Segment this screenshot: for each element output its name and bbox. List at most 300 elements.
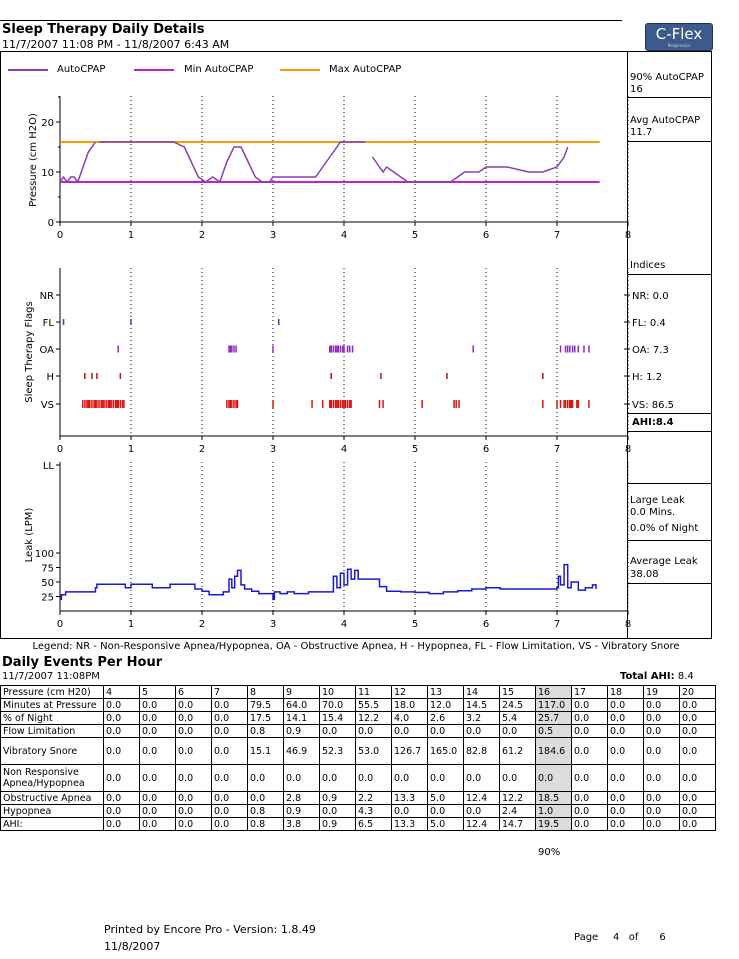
events-cell: 0.0 [104, 699, 140, 712]
pressure-header-cell: 16 [536, 686, 572, 699]
events-cell: 0.0 [212, 805, 248, 818]
flag-event-vs [86, 400, 88, 408]
flag-event-oa [333, 346, 335, 353]
events-cell: 0.0 [140, 805, 176, 818]
events-row-label: Vibratory Snore [1, 738, 104, 765]
events-cell: 3.2 [464, 712, 500, 725]
events-cell: 0.0 [644, 765, 680, 792]
flag-event-vs [336, 400, 338, 408]
total-ahi [620, 671, 694, 682]
flags-index-label: H: 1.2 [632, 372, 662, 383]
events-cell: 12.2 [356, 712, 392, 725]
flag-event-vs [560, 400, 562, 408]
events-cell: 0.9 [284, 805, 320, 818]
flag-event-oa [472, 346, 474, 353]
events-row [1, 712, 716, 725]
events-cell: 0.8 [248, 805, 284, 818]
events-date: 11/7/2007 11:08PM [2, 671, 100, 682]
flag-event-vs [569, 400, 571, 408]
events-row [1, 792, 716, 805]
indices-title: Indices [630, 260, 666, 271]
flag-event-vs [455, 400, 457, 408]
events-row-label: AHI: [1, 818, 104, 831]
events-cell: 0.0 [464, 725, 500, 738]
pressure-header-cell: 8 [248, 686, 284, 699]
flag-event-vs [342, 400, 344, 408]
events-cell: 0.0 [176, 818, 212, 831]
events-row [1, 725, 716, 738]
leak-x-tick-label: 1 [127, 619, 135, 630]
events-cell: 0.0 [320, 725, 356, 738]
events-cell: 0.0 [572, 699, 608, 712]
events-cell: 0.0 [104, 818, 140, 831]
flag-event-vs [572, 400, 574, 408]
flags-x-tick-label: 7 [553, 444, 561, 455]
events-cell: 12.0 [428, 699, 464, 712]
events-cell: 0.8 [248, 725, 284, 738]
events-cell: 0.9 [284, 725, 320, 738]
pressure-header-cell: 6 [176, 686, 212, 699]
flag-event-oa [583, 346, 585, 353]
events-cell: 0.0 [680, 765, 716, 792]
events-cell: 0.0 [392, 725, 428, 738]
leak-x-tick-label: 7 [553, 619, 561, 630]
flag-event-oa [588, 346, 590, 353]
flag-event-vs [113, 400, 115, 408]
flag-event-vs [95, 400, 97, 408]
events-cell: 0.0 [104, 765, 140, 792]
flag-event-h [330, 373, 332, 379]
flag-event-vs [237, 400, 239, 408]
flag-event-vs [82, 400, 84, 408]
events-cell: 0.0 [140, 738, 176, 765]
pressure-x-tick-label: 4 [340, 230, 348, 241]
events-row-label: % of Night [1, 712, 104, 725]
events-cell: 82.8 [464, 738, 500, 765]
flag-event-vs [84, 400, 86, 408]
logo-subtext: Respironics [667, 43, 691, 48]
events-cell: 61.2 [500, 738, 536, 765]
side-divider-1 [627, 97, 712, 98]
events-cell: 55.5 [356, 699, 392, 712]
autocpap-series-line [60, 142, 568, 182]
flag-event-vs [117, 400, 119, 408]
flag-event-vs [109, 400, 111, 408]
flag-event-fl [63, 319, 65, 325]
events-cell: 0.0 [284, 765, 320, 792]
flag-event-vs [330, 400, 332, 408]
p90-autocpap [630, 72, 704, 96]
flag-event-vs [311, 400, 313, 408]
events-cell: 2.8 [284, 792, 320, 805]
flag-event-oa [565, 346, 567, 353]
pressure-header-cell: 12 [392, 686, 428, 699]
flags-x-tick-label: 4 [340, 444, 348, 455]
flag-event-vs [115, 400, 117, 408]
flag-event-oa [572, 346, 574, 353]
events-cell: 0.0 [248, 792, 284, 805]
events-cell: 0.0 [104, 712, 140, 725]
events-cell: 0.8 [248, 818, 284, 831]
events-cell: 25.7 [536, 712, 572, 725]
events-cell: 0.0 [176, 738, 212, 765]
legend-label-max-autocpap: Max AutoCPAP [329, 64, 402, 75]
flag-event-vs [421, 400, 423, 408]
flag-event-vs [272, 400, 274, 408]
page-total: 6 [659, 932, 666, 943]
pressure-y-tick-label: 0 [47, 218, 54, 229]
flag-event-vs [228, 400, 230, 408]
average-leak-title: Average Leak [630, 556, 698, 567]
flag-event-oa [567, 346, 569, 353]
pressure-header-cell: 18 [608, 686, 644, 699]
events-cell: 6.5 [356, 818, 392, 831]
events-cell: 0.0 [572, 765, 608, 792]
flag-event-vs [349, 400, 351, 408]
events-cell: 0.0 [428, 805, 464, 818]
flag-event-oa [233, 346, 235, 353]
flag-event-vs [105, 400, 107, 408]
avg-autocpap-title: Avg AutoCPAP [630, 115, 701, 126]
events-cell: 0.0 [320, 765, 356, 792]
events-cell: 0.0 [104, 725, 140, 738]
average-leak-value: 38.08 [630, 569, 659, 580]
flag-event-vs [570, 400, 572, 408]
events-cell: 0.0 [680, 712, 716, 725]
flags-legend-footnote: Legend: NR - Non-Responsive Apnea/Hypopnea, OA - Obstructive Apnea, H - Hypopnea, FL - Flow Limitation, VS - Vibratory Snore [32, 641, 680, 652]
pressure-header-cell: 11 [356, 686, 392, 699]
flag-event-vs [120, 400, 122, 408]
events-cell: 13.3 [392, 792, 428, 805]
flag-event-vs [116, 400, 118, 408]
events-cell: 0.0 [320, 805, 356, 818]
flags-x-tick-label: 3 [269, 444, 277, 455]
large-leak-mins: 0.0 Mins. [630, 507, 676, 518]
pressure-header-cell: 17 [572, 686, 608, 699]
events-cell: 0.0 [536, 765, 572, 792]
flags-x-tick-label: 8 [624, 444, 632, 455]
pressure-header-cell: 14 [464, 686, 500, 699]
events-cell: 0.0 [140, 818, 176, 831]
events-cell: 0.0 [140, 699, 176, 712]
events-cell: 184.6 [536, 738, 572, 765]
printed-date: 11/8/2007 [104, 940, 161, 953]
events-cell: 4.3 [356, 805, 392, 818]
flag-event-h [542, 373, 544, 379]
flag-event-oa [347, 346, 349, 353]
page-number: 4 [613, 932, 620, 943]
legend-label-autocpap: AutoCPAP [57, 64, 106, 75]
flag-event-vs [98, 400, 100, 408]
printed-by-block [104, 921, 316, 955]
events-cell: 0.0 [644, 712, 680, 725]
flag-event-vs [231, 400, 233, 408]
events-cell: 0.0 [140, 725, 176, 738]
flag-event-vs [542, 400, 544, 408]
events-row [1, 699, 716, 712]
side-divider-2 [627, 141, 712, 142]
flags-x-tick-label: 2 [198, 444, 206, 455]
flag-event-vs [343, 400, 345, 408]
flag-event-oa [335, 346, 337, 353]
flag-event-oa [231, 346, 233, 353]
pressure-y-tick-label: 10 [41, 168, 54, 179]
flags-y-tick-label: OA [39, 345, 54, 356]
events-cell: 0.0 [176, 712, 212, 725]
flags-index-label: VS: 86.5 [632, 400, 675, 411]
events-cell: 126.7 [392, 738, 428, 765]
flag-event-vs [93, 400, 95, 408]
flag-event-vs [329, 400, 331, 408]
events-cell: 0.0 [428, 765, 464, 792]
events-cell: 0.0 [572, 712, 608, 725]
events-row-label: Obstructive Apnea [1, 792, 104, 805]
events-header-label: Pressure (cm H20) [1, 686, 104, 699]
percentile-marker: 90% [538, 847, 561, 858]
events-cell: 17.5 [248, 712, 284, 725]
leak-y-top-label: LL [42, 461, 54, 472]
pressure-x-tick-label: 3 [269, 230, 277, 241]
flag-event-vs [100, 400, 102, 408]
pressure-header-cell: 15 [500, 686, 536, 699]
events-cell: 0.0 [680, 725, 716, 738]
flag-event-vs [335, 400, 337, 408]
events-row-label: Non Responsive Apnea/Hypopnea [1, 765, 104, 792]
events-cell: 0.0 [212, 725, 248, 738]
flag-event-vs [458, 400, 460, 408]
flag-event-vs [102, 400, 104, 408]
pressure-header-cell: 4 [104, 686, 140, 699]
events-cell: 0.0 [392, 765, 428, 792]
flag-event-vs [103, 400, 105, 408]
flag-event-h [446, 373, 448, 379]
events-cell: 12.2 [500, 792, 536, 805]
events-cell: 0.0 [572, 805, 608, 818]
pressure-header-cell: 20 [680, 686, 716, 699]
events-cell: 0.0 [644, 805, 680, 818]
events-cell: 5.0 [428, 792, 464, 805]
flag-event-vs [350, 400, 352, 408]
events-cell: 0.0 [644, 725, 680, 738]
events-cell: 0.0 [176, 792, 212, 805]
pressure-header-cell: 5 [140, 686, 176, 699]
events-row [1, 738, 716, 765]
events-cell: 18.5 [536, 792, 572, 805]
large-leak-pct: 0.0% of Night [630, 523, 699, 534]
events-cell: 18.0 [392, 699, 428, 712]
events-row-label: Flow Limitation [1, 725, 104, 738]
events-cell: 24.5 [500, 699, 536, 712]
printed-by: Printed by Encore Pro - Version: 1.8.49 [104, 923, 316, 936]
header-rule [0, 20, 622, 21]
events-cell: 52.3 [320, 738, 356, 765]
flags-x-tick-label: 1 [127, 444, 135, 455]
flag-event-vs [333, 400, 335, 408]
events-cell: 0.0 [644, 792, 680, 805]
flag-event-vs [233, 400, 235, 408]
events-cell: 0.0 [464, 765, 500, 792]
events-cell: 0.0 [500, 725, 536, 738]
flag-event-oa [272, 346, 274, 353]
pressure-header-cell: 7 [212, 686, 248, 699]
events-cell: 0.0 [212, 765, 248, 792]
flag-event-oa [330, 346, 332, 353]
flag-event-oa [338, 346, 340, 353]
events-cell: 0.0 [176, 725, 212, 738]
events-cell: 0.0 [104, 792, 140, 805]
leak-y-tick-label: 75 [41, 563, 54, 575]
flag-event-oa [569, 346, 571, 353]
events-cell: 0.0 [572, 725, 608, 738]
leak-series-line [60, 565, 596, 600]
events-cell: 53.0 [356, 738, 392, 765]
report-date-range: 11/7/2007 11:08 PM - 11/8/2007 6:43 AM [2, 38, 230, 51]
flag-event-oa [349, 346, 351, 353]
flag-event-oa [230, 346, 232, 353]
events-cell: 14.5 [464, 699, 500, 712]
logo-text: C-Flex [655, 25, 703, 43]
flag-event-vs [123, 400, 125, 408]
leak-y-tick-label: 25 [41, 592, 54, 604]
events-cell: 0.0 [176, 805, 212, 818]
events-cell: 0.0 [680, 699, 716, 712]
leak-y-tick-label: 50 [41, 578, 54, 589]
events-cell: 0.0 [104, 805, 140, 818]
events-cell: 0.0 [212, 792, 248, 805]
events-cell: 0.0 [608, 699, 644, 712]
events-cell: 0.0 [680, 792, 716, 805]
flag-event-h [380, 373, 382, 379]
events-row-label: Hypopnea [1, 805, 104, 818]
flag-event-vs [122, 400, 124, 408]
events-cell: 0.0 [104, 738, 140, 765]
legend-label-min-autocpap: Min AutoCPAP [184, 64, 254, 75]
side-divider-3 [627, 274, 712, 275]
events-cell: 2.2 [356, 792, 392, 805]
events-cell: 79.5 [248, 699, 284, 712]
events-row [1, 765, 716, 792]
ahi-summary: AHI:8.4 [632, 417, 674, 428]
flag-event-oa [340, 346, 342, 353]
report-title: Sleep Therapy Daily Details [2, 22, 205, 37]
flag-event-vs [89, 400, 91, 408]
events-cell: 0.0 [680, 738, 716, 765]
events-cell: 0.0 [464, 805, 500, 818]
flag-event-vs [226, 400, 228, 408]
events-cell: 12.4 [464, 792, 500, 805]
events-cell: 0.5 [536, 725, 572, 738]
events-cell: 0.0 [392, 805, 428, 818]
large-leak-title: Large Leak [630, 495, 685, 506]
events-cell: 0.0 [248, 765, 284, 792]
leak-x-tick-label: 0 [56, 619, 64, 630]
events-cell: 15.4 [320, 712, 356, 725]
events-cell: 117.0 [536, 699, 572, 712]
events-cell: 1.0 [536, 805, 572, 818]
pressure-header-cell: 19 [644, 686, 680, 699]
events-cell: 0.0 [500, 765, 536, 792]
events-cell: 0.0 [356, 725, 392, 738]
leak-y-tick-label: 100 [34, 549, 54, 560]
side-divider-5 [627, 431, 712, 432]
pressure-y-label: Pressure (cm H2O) [28, 113, 39, 207]
page-of-label: of [628, 932, 639, 943]
events-header-row [1, 686, 716, 699]
pressure-header-cell: 13 [428, 686, 464, 699]
events-cell: 0.0 [212, 818, 248, 831]
pressure-x-tick-label: 1 [127, 230, 135, 241]
leak-x-tick-label: 3 [269, 619, 277, 630]
flag-event-vs [340, 400, 342, 408]
events-cell: 0.0 [176, 765, 212, 792]
events-cell: 19.5 [536, 818, 572, 831]
events-cell: 70.0 [320, 699, 356, 712]
events-cell: 0.0 [644, 738, 680, 765]
events-cell: 0.0 [212, 712, 248, 725]
total-ahi-label: Total AHI: [620, 671, 675, 682]
flag-event-vs [108, 400, 110, 408]
flag-event-vs [578, 400, 580, 408]
pressure-x-tick-label: 6 [482, 230, 490, 241]
pressure-x-tick-label: 0 [56, 230, 64, 241]
events-row [1, 805, 716, 818]
events-cell: 0.9 [320, 818, 356, 831]
flags-index-label: NR: 0.0 [632, 291, 669, 302]
flag-event-oa [117, 346, 119, 353]
events-cell: 0.0 [140, 712, 176, 725]
leak-x-tick-label: 5 [411, 619, 419, 630]
flag-event-vs [379, 400, 381, 408]
flag-event-fl [278, 319, 280, 325]
events-cell: 46.9 [284, 738, 320, 765]
events-cell: 5.4 [500, 712, 536, 725]
flag-event-vs [556, 400, 558, 408]
events-cell: 0.0 [608, 818, 644, 831]
events-cell: 13.3 [392, 818, 428, 831]
flags-y-tick-label: FL [42, 318, 54, 329]
events-cell: 0.9 [320, 792, 356, 805]
events-cell: 0.0 [356, 765, 392, 792]
pressure-x-tick-label: 5 [411, 230, 419, 241]
avg-autocpap-value: 11.7 [630, 127, 653, 138]
flag-event-vs [235, 400, 237, 408]
events-cell: 0.0 [572, 738, 608, 765]
events-cell: 64.0 [284, 699, 320, 712]
flag-event-vs [230, 400, 232, 408]
leak-x-tick-label: 4 [340, 619, 348, 630]
events-cell: 0.0 [572, 792, 608, 805]
events-cell: 0.0 [608, 792, 644, 805]
page-info [574, 932, 666, 943]
flag-event-vs [322, 400, 324, 408]
pressure-y-tick-label: 20 [41, 118, 54, 129]
flags-index-label: FL: 0.4 [632, 318, 666, 329]
events-cell: 0.0 [212, 738, 248, 765]
flag-event-vs [96, 400, 98, 408]
flags-y-tick-label: NR [39, 291, 54, 302]
flag-event-oa [342, 346, 344, 353]
flag-event-vs [91, 400, 93, 408]
events-cell: 0.0 [572, 818, 608, 831]
flag-event-vs [345, 400, 347, 408]
flag-event-oa [228, 346, 230, 353]
cflex-logo [645, 23, 713, 51]
flag-event-h [96, 373, 98, 379]
flag-event-vs [453, 400, 455, 408]
pressure-x-tick-label: 2 [198, 230, 206, 241]
flags-y-tick-label: H [46, 372, 54, 383]
events-cell: 0.0 [176, 699, 212, 712]
